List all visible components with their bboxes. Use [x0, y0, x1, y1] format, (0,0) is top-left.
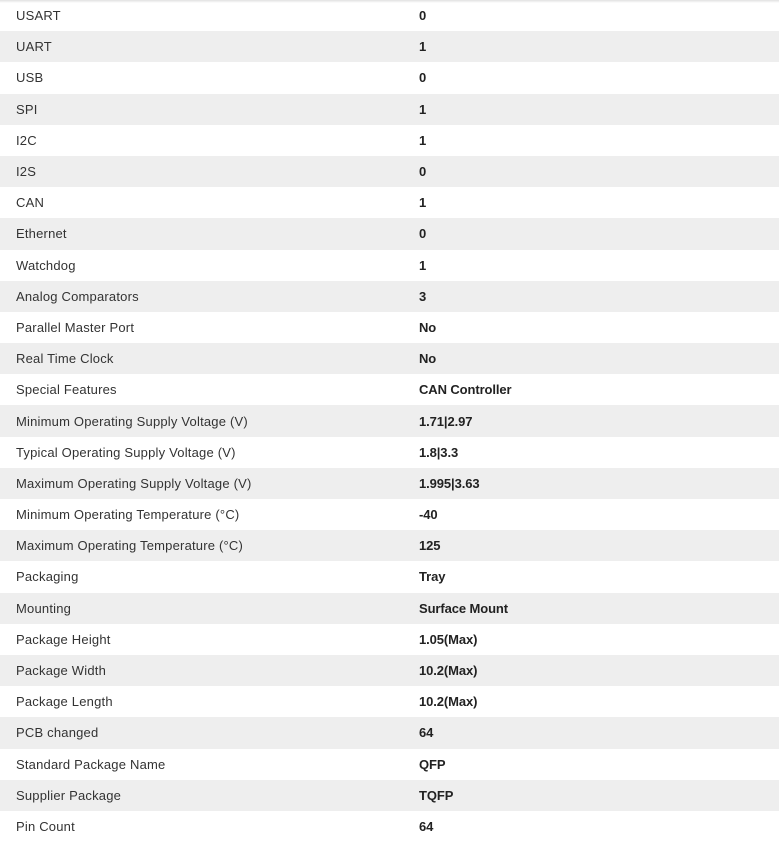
spec-label: Packaging: [16, 569, 79, 585]
spec-row: [0, 62, 779, 93]
spec-label: Supplier Package: [0, 780, 419, 811]
spec-label: Package Height: [16, 631, 111, 647]
spec-value: Tray: [419, 569, 446, 585]
spec-row: [0, 250, 779, 281]
spec-label: Ethernet: [0, 218, 419, 249]
spec-row: [0, 593, 779, 624]
spec-row: [0, 686, 779, 717]
spec-label: Standard Package Name: [16, 756, 166, 772]
spec-row: [0, 811, 779, 842]
spec-label: Pin Count: [16, 818, 75, 834]
spec-value: 3: [419, 281, 779, 312]
spec-label: Package Width: [0, 655, 419, 686]
spec-label: Mounting: [0, 593, 419, 624]
spec-label: Maximum Operating Temperature (°C): [0, 530, 419, 561]
spec-row: [0, 125, 779, 156]
spec-row: [0, 312, 779, 343]
spec-value: CAN Controller: [419, 382, 512, 398]
spec-value: 1: [419, 132, 427, 148]
spec-value: QFP: [419, 756, 446, 772]
spec-value: No: [419, 319, 437, 335]
spec-label: Minimum Operating Temperature (°C): [16, 507, 240, 523]
spec-value: 1: [419, 257, 427, 273]
spec-row: [0, 655, 779, 686]
spec-row: [0, 281, 779, 312]
spec-row: [0, 499, 779, 530]
spec-row: [0, 749, 779, 780]
spec-row: [0, 530, 779, 561]
spec-row: [0, 405, 779, 436]
spec-value: 0: [419, 70, 427, 86]
spec-label: Typical Operating Supply Voltage (V): [16, 444, 236, 460]
spec-label: I2C: [16, 132, 37, 148]
spec-label: Special Features: [16, 382, 117, 398]
spec-row: [0, 187, 779, 218]
spec-value: 64: [419, 818, 434, 834]
spec-value: Surface Mount: [419, 593, 779, 624]
spec-value: 1: [419, 31, 779, 62]
spec-row: [0, 218, 779, 249]
spec-value: 1.8|3.3: [419, 444, 459, 460]
spec-row: [0, 31, 779, 62]
spec-label: Analog Comparators: [0, 281, 419, 312]
spec-row: [0, 717, 779, 748]
spec-value: 0: [419, 218, 779, 249]
spec-label: PCB changed: [0, 717, 419, 748]
spec-value: 1.71|2.97: [419, 405, 779, 436]
spec-label: Minimum Operating Supply Voltage (V): [0, 405, 419, 436]
spec-value: TQFP: [419, 780, 779, 811]
spec-row: [0, 437, 779, 468]
spec-row: [0, 0, 779, 31]
spec-value: 64: [419, 717, 779, 748]
spec-row: [0, 624, 779, 655]
spec-row: [0, 94, 779, 125]
spec-value: -40: [419, 507, 438, 523]
spec-row: [0, 561, 779, 592]
spec-label: I2S: [0, 156, 419, 187]
spec-value: 1: [419, 195, 427, 211]
spec-row: [0, 780, 779, 811]
spec-label: USART: [16, 8, 61, 24]
spec-value: 0: [419, 156, 779, 187]
spec-row: [0, 343, 779, 374]
top-scroll-shadow: [0, 0, 779, 3]
spec-row: [0, 156, 779, 187]
spec-value: 125: [419, 530, 779, 561]
spec-label: CAN: [16, 195, 45, 211]
spec-label: Real Time Clock: [0, 343, 419, 374]
spec-value: 1.05(Max): [419, 631, 478, 647]
spec-value: 10.2(Max): [419, 655, 779, 686]
spec-label: Package Length: [16, 694, 113, 710]
spec-value: No: [419, 343, 779, 374]
spec-label: Parallel Master Port: [16, 319, 135, 335]
spec-label: USB: [16, 70, 44, 86]
spec-label: Maximum Operating Supply Voltage (V): [0, 468, 419, 499]
spec-label: Watchdog: [16, 257, 76, 273]
spec-value: 1.995|3.63: [419, 468, 779, 499]
spec-row: [0, 374, 779, 405]
spec-value: 1: [419, 94, 779, 125]
spec-value: 0: [419, 8, 427, 24]
spec-label: UART: [0, 31, 419, 62]
spec-row: [0, 468, 779, 499]
spec-label: SPI: [0, 94, 419, 125]
spec-value: 10.2(Max): [419, 694, 478, 710]
